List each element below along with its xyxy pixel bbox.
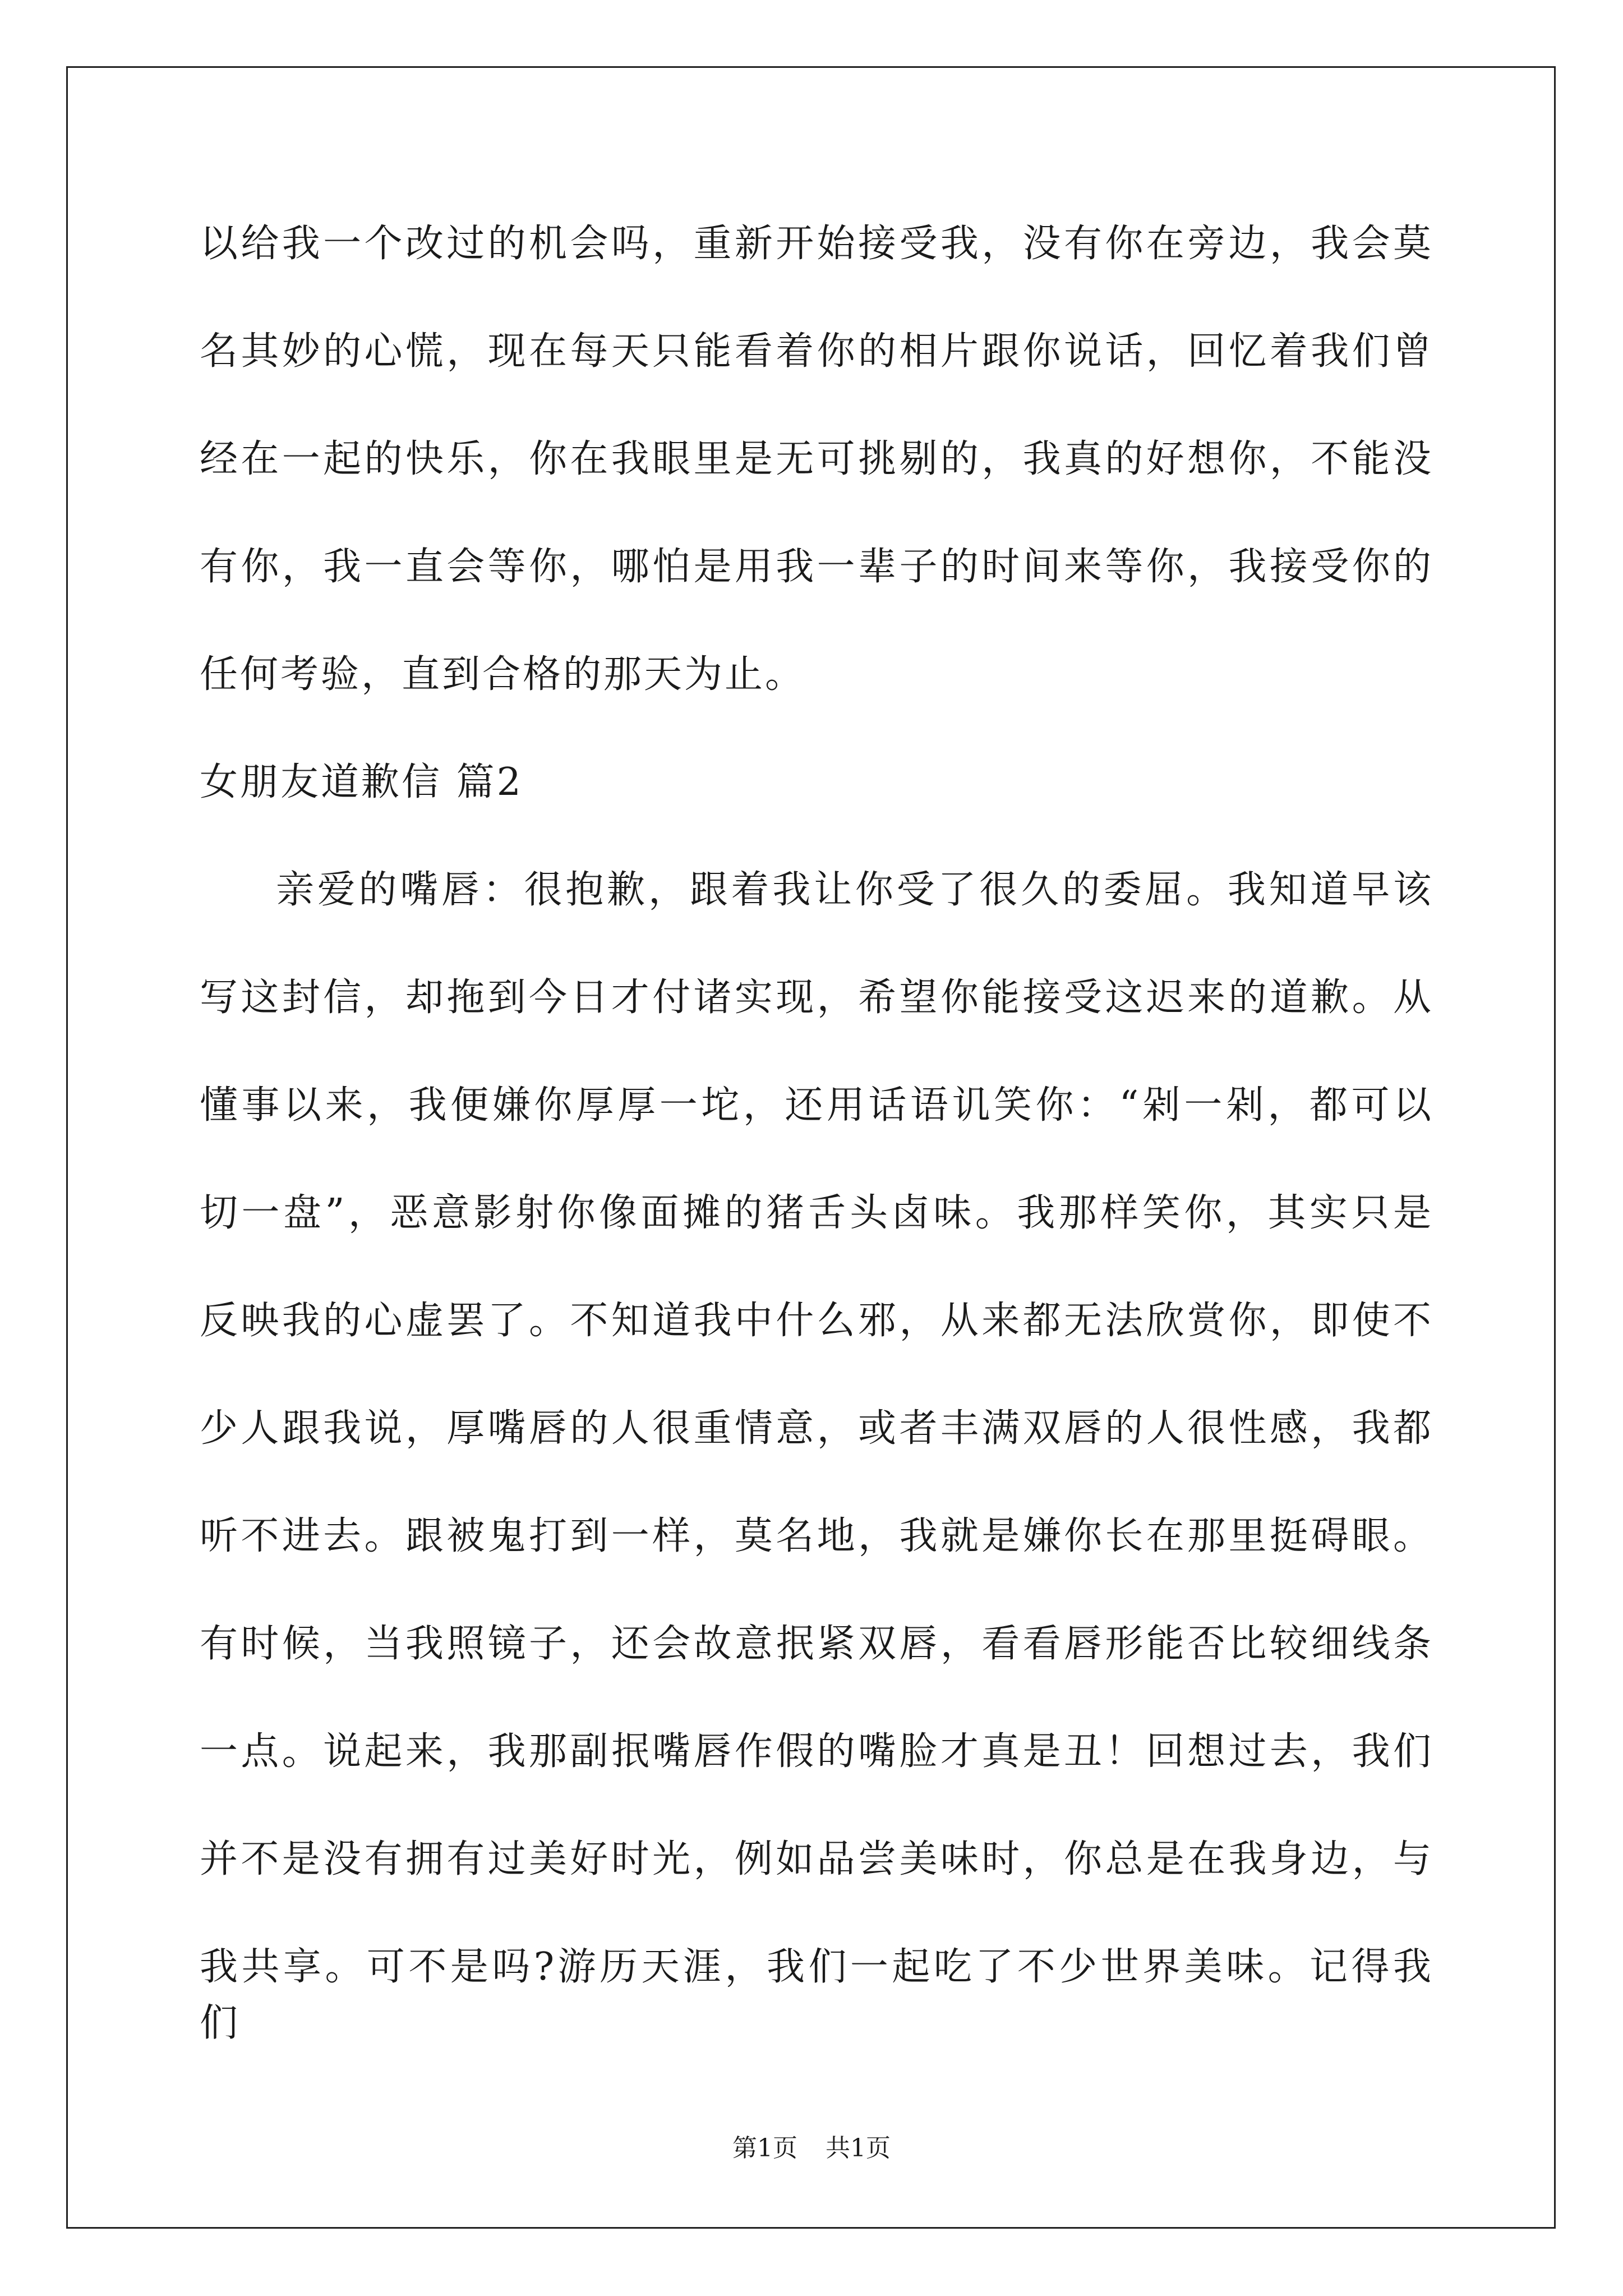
text-line: 反映我的心虚罢了。不知道我中什么邪，从来都无法欣赏你，即使不 [200, 1299, 1433, 1343]
text-line: 有你，我一直会等你，哪怕是用我一辈子的时间来等你，我接受你的 [200, 545, 1433, 589]
page-total: 共1页 [826, 2134, 891, 2162]
page-number: 第1页 [732, 2134, 797, 2162]
document-body [200, 216, 1433, 2047]
section-heading: 女朋友道歉信 篇2 [200, 760, 523, 804]
text-line: 任何考验，直到合格的那天为止。 [200, 652, 806, 697]
text-line: 写这封信，却拖到今日才付诸实现，希望你能接受这迟来的道歉。从 [200, 976, 1433, 1020]
text-line: 懂事以来，我便嫌你厚厚一坨，还用话语讥笑你：“剁一剁，都可以 [200, 1083, 1433, 1128]
text-line: 切一盘”，恶意影射你像面摊的猪舌头卤味。我那样笑你，其实只是 [200, 1191, 1433, 1235]
text-line: 有时候，当我照镜子，还会故意抿紧双唇，看看唇形能否比较细线条 [200, 1622, 1433, 1666]
text-line: 以给我一个改过的机会吗，重新开始接受我，没有你在旁边，我会莫 [200, 222, 1433, 266]
text-line: 少人跟我说，厚嘴唇的人很重情意，或者丰满双唇的人很性感，我都 [200, 1406, 1433, 1451]
text-line: 我共享。可不是吗?游历天涯，我们一起吃了不少世界美味。记得我们 [200, 1945, 1433, 2045]
text-line: 经在一起的快乐，你在我眼里是无可挑剔的，我真的好想你，不能没 [200, 437, 1433, 481]
text-line: 名其妙的心慌，现在每天只能看着你的相片跟你说话，回忆着我们曾 [200, 329, 1433, 374]
page-footer [0, 2132, 1623, 2165]
text-line: 听不进去。跟被鬼打到一样，莫名地，我就是嫌你长在那里挺碍眼。 [200, 1514, 1433, 1558]
text-line: 亲爱的嘴唇：很抱歉，跟着我让你受了很久的委屈。我知道早该 [276, 868, 1433, 912]
text-line: 一点。说起来，我那副抿嘴唇作假的嘴脸才真是丑！回想过去，我们 [200, 1729, 1433, 1774]
text-line: 并不是没有拥有过美好时光，例如品尝美味时，你总是在我身边，与 [200, 1837, 1433, 1881]
